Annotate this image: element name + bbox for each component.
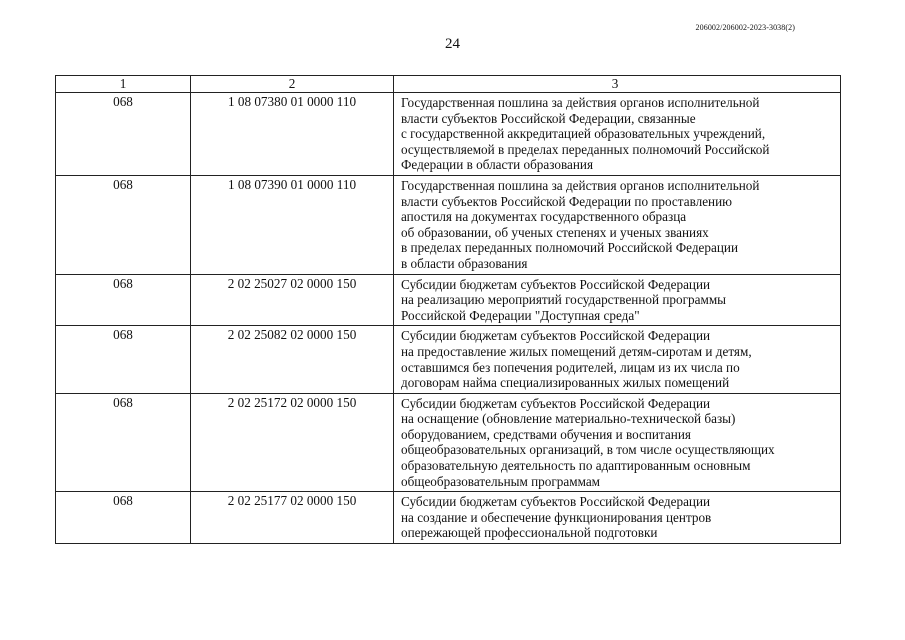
table-row [56,175,841,274]
description-line: оборудованием, средствами обучения и воспитания [401,426,691,442]
table-row [56,492,841,544]
description-line: Федерации в области образования [401,157,594,173]
revenue-description-cell [394,274,841,326]
document-id: 206002/206002-2023-3038(2) [695,23,795,32]
table-row [56,326,841,393]
revenue-description-cell [394,93,841,176]
description-line: на реализацию мероприятий государственной программы [401,292,727,308]
description-line: Государственная пошлина за действия органов исполнительной [401,95,760,110]
revenue-description-cell [394,393,841,492]
description-line: оставшимся без попечения родителей, лицам из их числа по [401,359,740,375]
column-header-3: 3 [394,76,841,93]
admin-code-cell: 068 [56,326,191,393]
admin-code-cell: 068 [56,93,191,176]
description-line: в пределах переданных полномочий Российской Федерации [401,240,739,256]
revenue-description-cell [394,175,841,274]
table-body [56,93,841,544]
table-row [56,93,841,176]
table-header-row [56,76,841,93]
budget-classification-code-cell: 2 02 25177 02 0000 150 [191,492,394,544]
description-line: Субсидии бюджетам субъектов Российской Федерации [401,395,711,411]
description-line: в области образования [401,255,528,271]
table-row [56,274,841,326]
budget-classification-code-cell: 2 02 25172 02 0000 150 [191,393,394,492]
description-line: на предоставление жилых помещений детям-сиротам и детям, [401,343,752,359]
revenue-description-cell [394,492,841,544]
description-line: Субсидии бюджетам субъектов Российской Федерации [401,276,711,292]
budget-classification-code-cell: 2 02 25082 02 0000 150 [191,326,394,393]
admin-code-cell: 068 [56,492,191,544]
revenue-codes-table [55,75,841,544]
description-line: Субсидии бюджетам субъектов Российской Федерации [401,328,711,344]
description-line: договорам найма специализированных жилых помещений [401,375,730,391]
budget-classification-code-cell: 1 08 07380 01 0000 110 [191,93,394,176]
description-line: Субсидии бюджетам субъектов Российской Федерации [401,494,711,510]
description-line: общеобразовательных организаций, в том числе осуществляющих [401,442,775,458]
description-line: общеобразовательным программам [401,473,601,489]
budget-classification-code-cell: 2 02 25027 02 0000 150 [191,274,394,326]
column-header-1: 1 [56,76,191,93]
budget-classification-code-cell: 1 08 07390 01 0000 110 [191,175,394,274]
admin-code-cell: 068 [56,393,191,492]
description-line: власти субъектов Российской Федерации по проставлению [401,193,733,209]
admin-code-cell: 068 [56,175,191,274]
description-line: с государственной аккредитацией образовательных учреждений, [401,126,766,142]
page-number: 24 [445,36,460,52]
description-line: Государственная пошлина за действия органов исполнительной [401,177,760,193]
description-line: на оснащение (обновление материально-технической базы) [401,411,736,427]
description-line: на создание и обеспечение функционирования центров [401,509,712,525]
description-line: опережающей профессиональной подготовки [401,525,658,541]
description-line: Российской Федерации "Доступная среда" [401,307,640,323]
description-line: апостиля на документах государственного образца [401,209,687,225]
column-header-2: 2 [191,76,394,93]
description-line: осуществляемой в пределах переданных полномочий Российской [401,141,770,157]
table-row [56,393,841,492]
admin-code-cell: 068 [56,274,191,326]
description-line: об образовании, об ученых степенях и ученых званиях [401,224,709,240]
description-line: образовательную деятельность по адаптированным основным [401,458,751,474]
description-line: власти субъектов Российской Федерации, связанные [401,110,696,126]
revenue-description-cell [394,326,841,393]
